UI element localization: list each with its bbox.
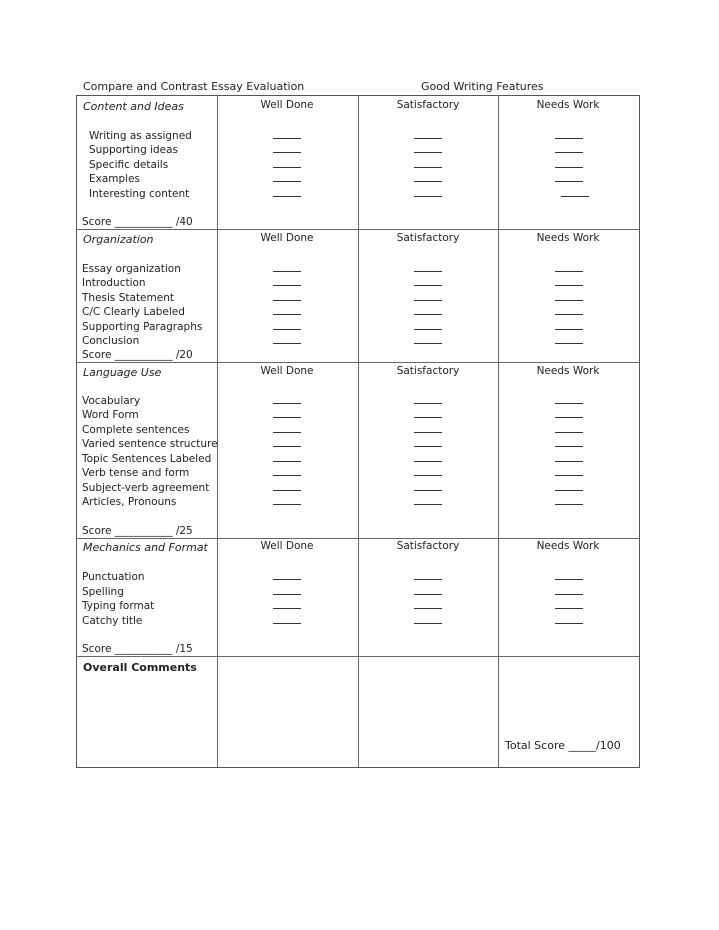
section-divider	[77, 538, 639, 539]
criterion-label: Varied sentence structure	[82, 438, 218, 450]
column-divider	[358, 96, 359, 767]
column-header-needs-work: Needs Work	[536, 232, 600, 244]
criterion-label: Punctuation	[82, 571, 145, 583]
page-title: Compare and Contrast Essay Evaluation	[83, 80, 305, 93]
section-score: Score ___________ /20	[82, 349, 193, 361]
criterion-label: Topic Sentences Labeled	[82, 453, 212, 465]
criterion-label: Supporting ideas	[89, 144, 179, 156]
rating-blank[interactable]	[414, 181, 442, 182]
rating-blank[interactable]	[273, 329, 301, 330]
rating-blank[interactable]	[555, 594, 583, 595]
criterion-label: Word Form	[82, 409, 139, 421]
rating-blank[interactable]	[414, 461, 442, 462]
criterion-label: Vocabulary	[82, 395, 141, 407]
section-title: Organization	[83, 233, 154, 246]
section-divider	[77, 229, 639, 230]
column-header-needs-work: Needs Work	[536, 99, 600, 111]
criterion-label: Conclusion	[82, 335, 140, 347]
section-divider	[77, 656, 639, 657]
rating-blank[interactable]	[561, 196, 589, 197]
column-header-needs-work: Needs Work	[536, 365, 600, 377]
rating-blank[interactable]	[555, 504, 583, 505]
rating-blank[interactable]	[555, 432, 583, 433]
page-subtitle: Good Writing Features	[421, 80, 544, 93]
rating-blank[interactable]	[273, 446, 301, 447]
criterion-label: Complete sentences	[82, 424, 190, 436]
rating-blank[interactable]	[273, 417, 301, 418]
criterion-label: C/C Clearly Labeled	[82, 306, 185, 318]
rating-blank[interactable]	[414, 138, 442, 139]
column-header-well-done: Well Done	[260, 365, 314, 377]
rating-blank[interactable]	[273, 432, 301, 433]
rating-blank[interactable]	[555, 271, 583, 272]
rating-blank[interactable]	[414, 343, 442, 344]
rating-blank[interactable]	[555, 446, 583, 447]
section-title: Content and Ideas	[83, 100, 184, 113]
rating-blank[interactable]	[414, 594, 442, 595]
section-score: Score ___________ /15	[82, 643, 193, 655]
rating-blank[interactable]	[555, 181, 583, 182]
rating-blank[interactable]	[273, 461, 301, 462]
rating-blank[interactable]	[414, 475, 442, 476]
column-header-satisfactory: Satisfactory	[396, 365, 460, 377]
rating-blank[interactable]	[555, 623, 583, 624]
rating-blank[interactable]	[555, 329, 583, 330]
rating-blank[interactable]	[555, 475, 583, 476]
rating-blank[interactable]	[414, 314, 442, 315]
rating-blank[interactable]	[273, 285, 301, 286]
rating-blank[interactable]	[273, 490, 301, 491]
rating-blank[interactable]	[273, 152, 301, 153]
rating-blank[interactable]	[555, 138, 583, 139]
rating-blank[interactable]	[555, 343, 583, 344]
column-header-well-done: Well Done	[260, 99, 314, 111]
criterion-label: Spelling	[82, 586, 124, 598]
rating-blank[interactable]	[273, 475, 301, 476]
rating-blank[interactable]	[555, 461, 583, 462]
section-title: Mechanics and Format	[83, 541, 208, 554]
criterion-label: Subject-verb agreement	[82, 482, 210, 494]
column-divider	[498, 96, 499, 767]
section-divider	[77, 362, 639, 363]
rating-blank[interactable]	[273, 167, 301, 168]
rating-blank[interactable]	[555, 285, 583, 286]
rating-blank[interactable]	[414, 504, 442, 505]
criterion-label: Typing format	[82, 600, 155, 612]
rating-blank[interactable]	[414, 329, 442, 330]
total-score: Total Score _____/100	[505, 739, 621, 752]
column-header-satisfactory: Satisfactory	[396, 232, 460, 244]
rating-blank[interactable]	[273, 623, 301, 624]
rating-blank[interactable]	[414, 623, 442, 624]
rating-blank[interactable]	[414, 196, 442, 197]
rating-blank[interactable]	[555, 403, 583, 404]
rating-blank[interactable]	[555, 300, 583, 301]
rating-blank[interactable]	[414, 608, 442, 609]
criterion-label: Articles, Pronouns	[82, 496, 177, 508]
rating-blank[interactable]	[555, 490, 583, 491]
rating-blank[interactable]	[273, 314, 301, 315]
rating-blank[interactable]	[555, 579, 583, 580]
column-header-satisfactory: Satisfactory	[396, 99, 460, 111]
rating-blank[interactable]	[273, 608, 301, 609]
criterion-label: Supporting Paragraphs	[82, 321, 203, 333]
criterion-label: Examples	[89, 173, 141, 185]
column-header-needs-work: Needs Work	[536, 540, 600, 552]
rating-blank[interactable]	[414, 446, 442, 447]
rating-blank[interactable]	[555, 608, 583, 609]
rating-blank[interactable]	[273, 271, 301, 272]
criterion-label: Specific details	[89, 159, 169, 171]
rating-blank[interactable]	[414, 579, 442, 580]
rating-blank[interactable]	[414, 285, 442, 286]
rating-blank[interactable]	[414, 417, 442, 418]
rating-blank[interactable]	[414, 403, 442, 404]
criterion-label: Verb tense and form	[82, 467, 190, 479]
section-score: Score ___________ /40	[82, 216, 193, 228]
overall-comments-label: Overall Comments	[83, 661, 197, 674]
rating-blank[interactable]	[273, 196, 301, 197]
evaluation-table	[76, 95, 640, 768]
section-score: Score ___________ /25	[82, 525, 193, 537]
rating-blank[interactable]	[414, 271, 442, 272]
criterion-label: Interesting content	[89, 188, 190, 200]
rating-blank[interactable]	[414, 152, 442, 153]
rating-blank[interactable]	[414, 432, 442, 433]
column-header-satisfactory: Satisfactory	[396, 540, 460, 552]
rating-blank[interactable]	[414, 490, 442, 491]
rating-blank[interactable]	[414, 300, 442, 301]
rating-blank[interactable]	[555, 417, 583, 418]
rating-blank[interactable]	[555, 152, 583, 153]
rating-blank[interactable]	[414, 167, 442, 168]
criterion-label: Introduction	[82, 277, 146, 289]
rating-blank[interactable]	[273, 594, 301, 595]
rating-blank[interactable]	[273, 343, 301, 344]
column-header-well-done: Well Done	[260, 232, 314, 244]
section-title: Language Use	[83, 366, 162, 379]
criterion-label: Writing as assigned	[89, 130, 192, 142]
rating-blank[interactable]	[273, 579, 301, 580]
rating-blank[interactable]	[273, 138, 301, 139]
rating-blank[interactable]	[273, 300, 301, 301]
rating-blank[interactable]	[555, 314, 583, 315]
rating-blank[interactable]	[273, 403, 301, 404]
column-header-well-done: Well Done	[260, 540, 314, 552]
rating-blank[interactable]	[555, 167, 583, 168]
criterion-label: Essay organization	[82, 263, 181, 275]
rating-blank[interactable]	[273, 504, 301, 505]
criterion-label: Catchy title	[82, 615, 143, 627]
column-divider	[217, 96, 218, 767]
rating-blank[interactable]	[273, 181, 301, 182]
criterion-label: Thesis Statement	[82, 292, 174, 304]
